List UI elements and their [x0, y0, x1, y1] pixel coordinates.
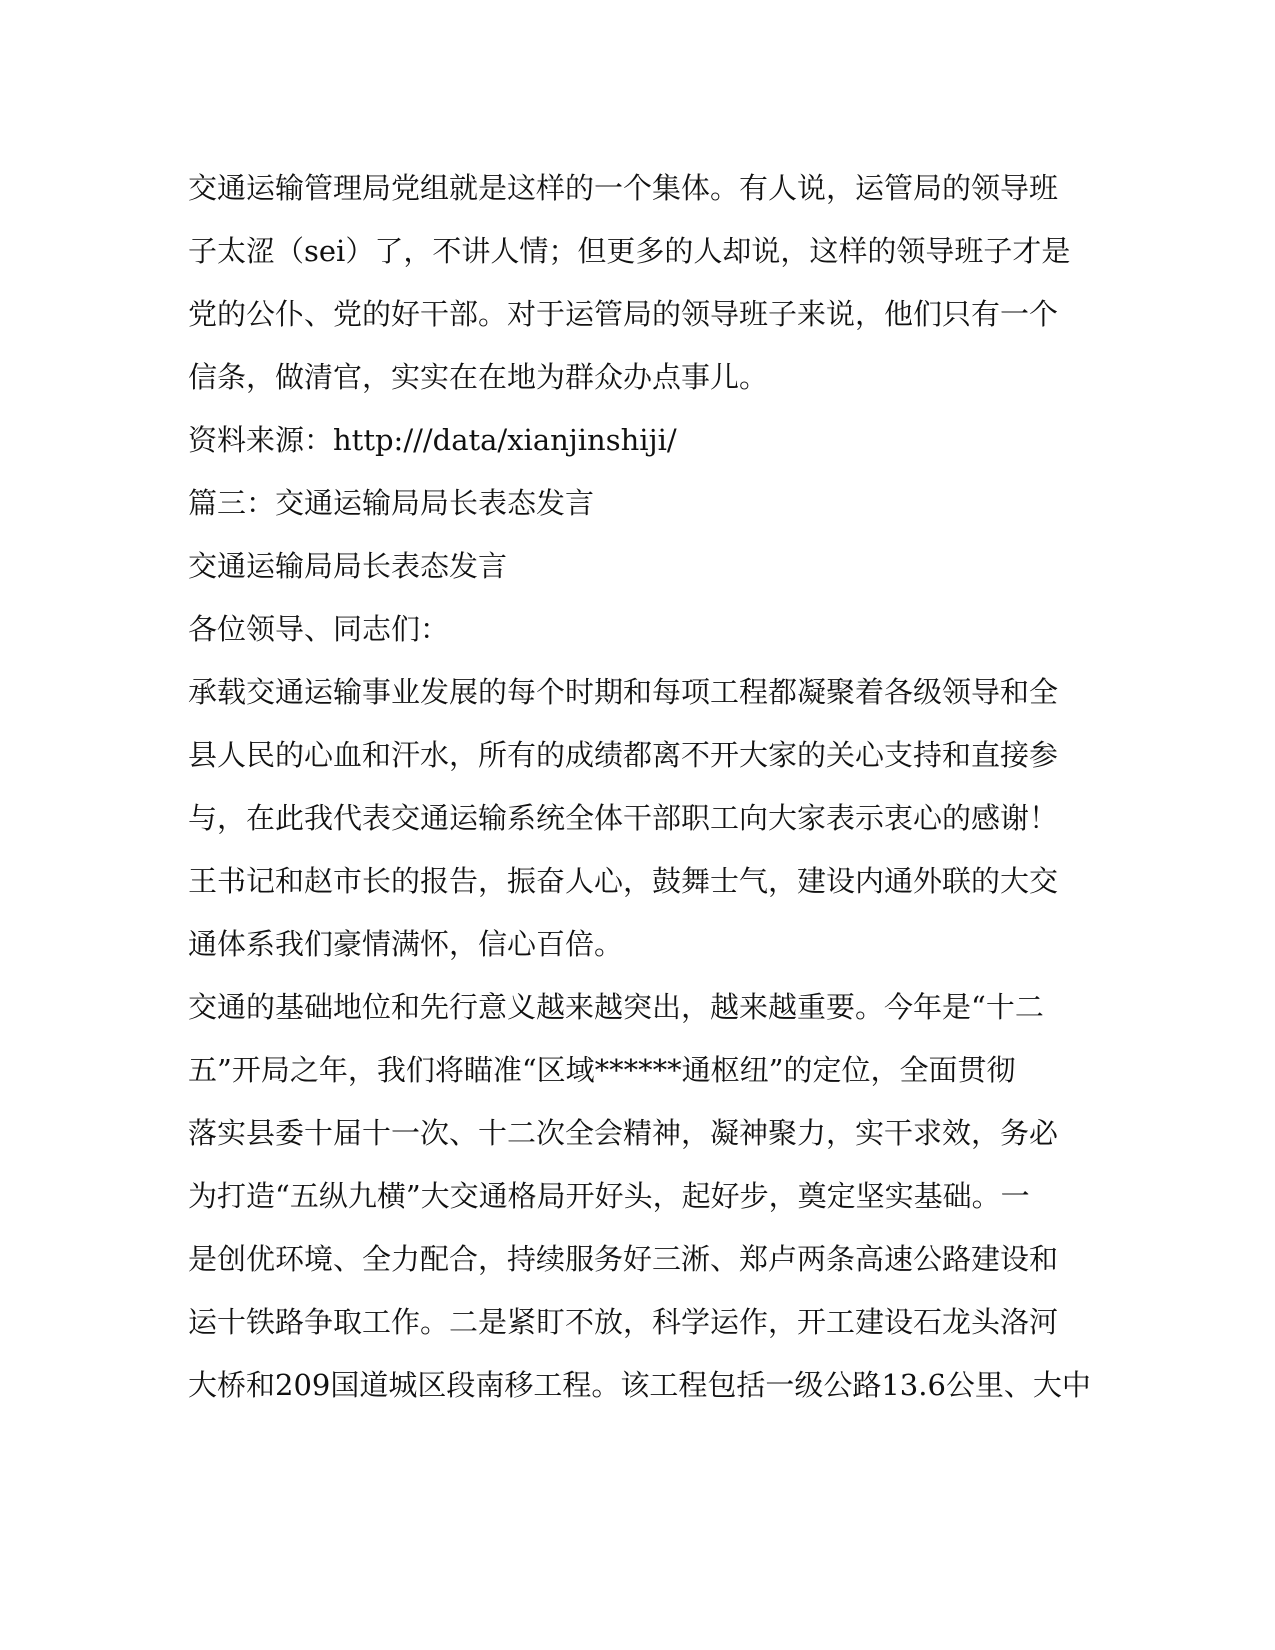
- text-line: 通体系我们豪情满怀，信心百倍。: [188, 927, 624, 961]
- salutation: 各位领导、同志们：: [188, 612, 450, 646]
- text-line: 交通的基础地位和先行意义越来越突出，越来越重要。今年是“十二: [188, 990, 1044, 1024]
- text-line: 与，在此我代表交通运输系统全体干部职工向大家表示衷心的感谢！: [188, 801, 1059, 835]
- text-line: 子太涩（sei）了，不讲人情；但更多的人却说，这样的领导班子才是: [188, 234, 1071, 268]
- text-line: 为打造“五纵九横”大交通格局开好头，起好步，奠定坚实基础。一: [188, 1179, 1030, 1213]
- text-line: 县人民的心血和汗水，所有的成绩都离不开大家的关心支持和直接参: [188, 738, 1059, 772]
- section-heading: 篇三：交通运输局局长表态发言: [188, 486, 595, 520]
- text-line: 承载交通运输事业发展的每个时期和每项工程都凝聚着各级领导和全: [188, 675, 1059, 709]
- source-line: 资料来源：http:///data/xianjinshiji/: [188, 423, 677, 457]
- text-line: 是创优环境、全力配合，持续服务好三淅、郑卢两条高速公路建设和: [188, 1242, 1059, 1276]
- text-line: 信条，做清官，实实在在地为群众办点事儿。: [188, 360, 769, 394]
- text-line: 五”开局之年，我们将瞄准“区域******通枢纽”的定位，全面贯彻: [188, 1053, 1016, 1087]
- text-line: 党的公仆、党的好干部。对于运管局的领导班子来说，他们只有一个: [188, 297, 1059, 331]
- text-line: 王书记和赵市长的报告，振奋人心，鼓舞士气，建设内通外联的大交: [188, 864, 1059, 898]
- document-body: [188, 157, 1091, 1417]
- text-line: 运十铁路争取工作。二是紧盯不放，科学运作，开工建设石龙头洛河: [188, 1305, 1059, 1339]
- text-line: 落实县委十届十一次、十二次全会精神，凝神聚力，实干求效，务必: [188, 1116, 1059, 1150]
- text-line: 交通运输管理局党组就是这样的一个集体。有人说，运管局的领导班: [188, 171, 1059, 205]
- speech-title: 交通运输局局长表态发言: [188, 549, 508, 583]
- text-line: 大桥和209国道城区段南移工程。该工程包括一级公路13.6公里、大中: [188, 1368, 1091, 1402]
